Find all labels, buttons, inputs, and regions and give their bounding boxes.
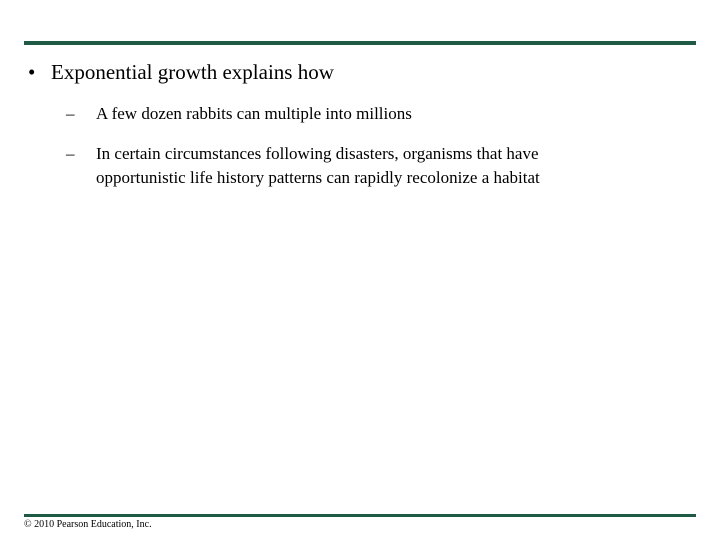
dash-icon: – (66, 104, 75, 123)
dash-icon: – (66, 144, 75, 163)
copyright-footer: © 2010 Pearson Education, Inc. (24, 519, 152, 530)
sub-bullet-item (24, 142, 696, 190)
sub-bullet-line: In certain circumstances following disasters, organisms that have (96, 144, 539, 163)
bullet-item (24, 58, 696, 88)
sub-bullet-line: opportunistic life history patterns can rapidly recolonize a habitat (96, 168, 540, 187)
top-rule (24, 41, 696, 45)
sub-bullet-line: A few dozen rabbits can multiple into millions (96, 104, 412, 123)
bullet-text: Exponential growth explains how (51, 60, 334, 84)
sub-bullet-list (24, 102, 696, 190)
sub-bullet-text (96, 102, 656, 126)
slide-content (24, 58, 696, 206)
sub-bullet-text (96, 142, 656, 190)
bottom-rule (24, 514, 696, 517)
bullet-icon: • (28, 60, 36, 84)
sub-bullet-item (24, 102, 696, 126)
